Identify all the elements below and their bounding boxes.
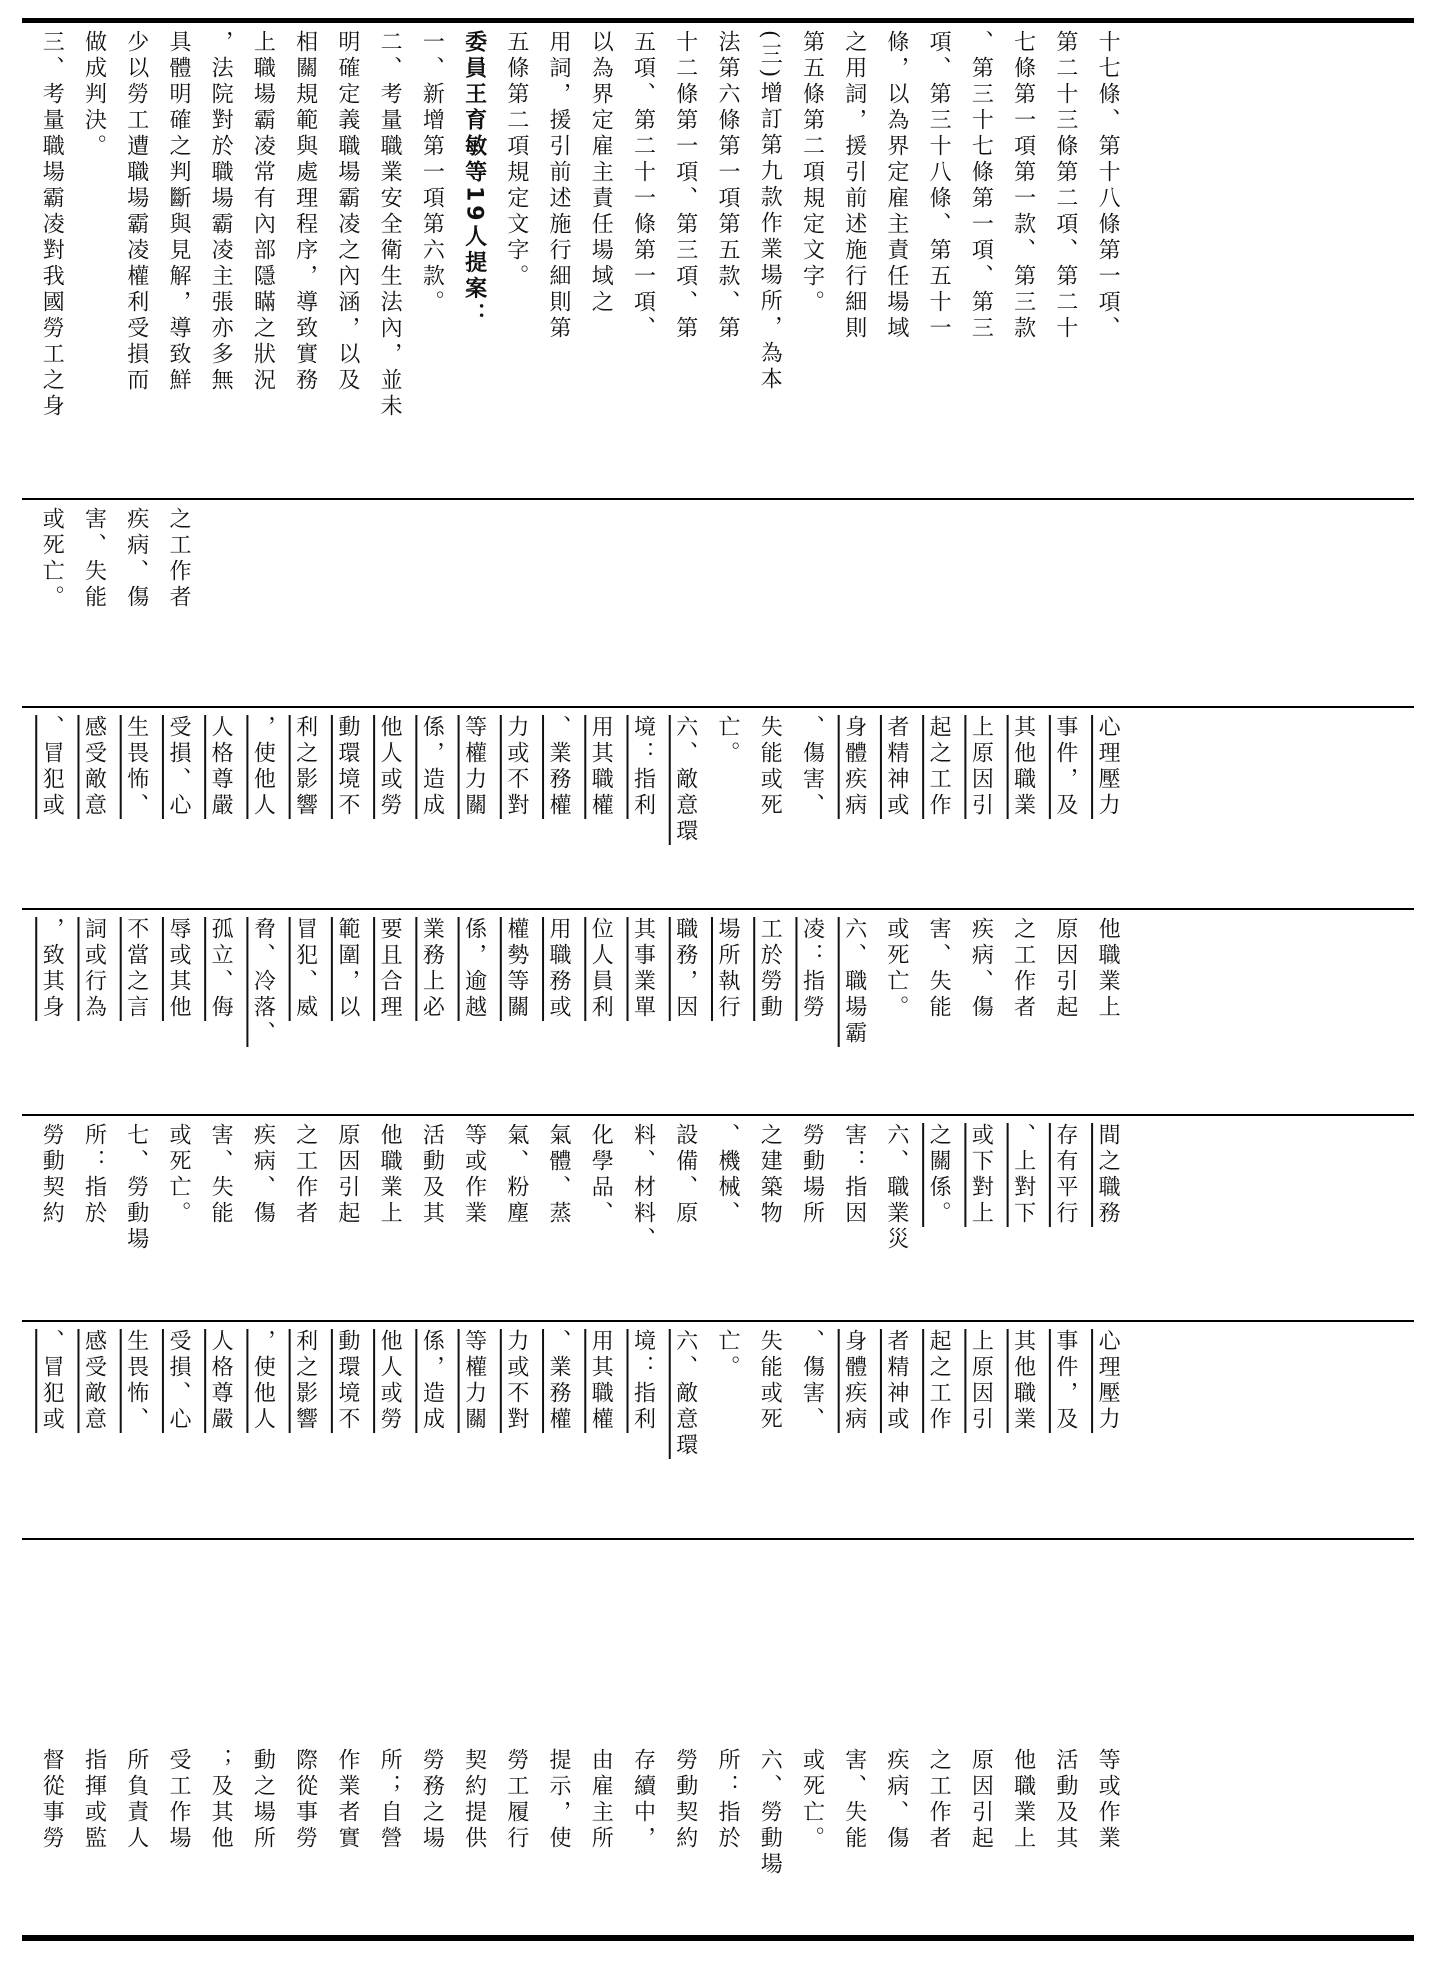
text-column-group	[30, 1123, 1128, 1313]
text-line: 受工作場	[165, 1748, 191, 1852]
text-column-group	[30, 1329, 1128, 1519]
text-line: 業務上必	[419, 917, 445, 1021]
text-line: 他職業上	[1095, 917, 1121, 1021]
text-column-group	[30, 1748, 1128, 1933]
section-divider	[22, 706, 1414, 708]
text-line: 存續中，	[630, 1748, 656, 1852]
text-line: 者精神或	[883, 715, 909, 819]
text-line: 、上對下	[1010, 1123, 1036, 1227]
text-line: 料、材料、	[630, 1123, 656, 1253]
text-line: 六、勞動場	[757, 1748, 783, 1878]
text-line: 、傷害、	[799, 1329, 825, 1433]
text-line: 、第三十七條第一項、第三	[968, 30, 994, 342]
text-line: 由雇主所	[588, 1748, 614, 1852]
text-line: 者精神或	[883, 1329, 909, 1433]
text-line: 存有平行	[1052, 1123, 1078, 1227]
text-line: 力或不對	[503, 715, 529, 819]
text-line: 其事業單	[630, 917, 656, 1021]
text-line: 生畏怖、	[123, 1329, 149, 1433]
text-line: 冒犯、威	[292, 917, 318, 1021]
text-line: 法第六條第一項第五款、第	[714, 30, 740, 342]
text-line: 心理壓力	[1095, 1329, 1121, 1433]
text-line: 氣、粉塵	[503, 1123, 529, 1227]
text-line: 上原因引	[968, 1329, 994, 1433]
text-line: 等權力關	[461, 1329, 487, 1433]
text-line: 所負責人	[123, 1748, 149, 1852]
text-line: 原因引起	[1052, 917, 1078, 1021]
text-line: 氣體、蒸	[546, 1123, 572, 1227]
text-line: 辱或其他	[165, 917, 191, 1021]
text-line: 用詞，援引前述施行細則第	[546, 30, 572, 342]
text-line: 條，以為界定雇主責任場域	[883, 30, 909, 342]
text-line: 化學品、	[588, 1123, 614, 1227]
text-line: 少以勞工遭職場霸凌權利受損而	[123, 30, 149, 394]
text-line: 境：指利	[630, 1329, 656, 1433]
text-line: 活動及其	[419, 1123, 445, 1227]
text-line: 感受敵意	[81, 715, 107, 819]
text-line: 動環境不	[334, 715, 360, 819]
text-line: 係，造成	[419, 715, 445, 819]
text-line: 七、勞動場	[123, 1123, 149, 1253]
text-line: 之用詞，援引前述施行細則	[841, 30, 867, 342]
text-column-group	[30, 917, 1128, 1107]
text-line: 契約提供	[461, 1748, 487, 1852]
section-proposal-occupational-hazard	[30, 1123, 1406, 1313]
text-line: 所：指於	[714, 1748, 740, 1852]
text-line: 之工作者	[1010, 917, 1036, 1021]
section-divider	[22, 908, 1414, 910]
text-line: 所：指於	[81, 1123, 107, 1227]
text-line: 力或不對	[503, 1329, 529, 1433]
section-proposal-hostile-env	[30, 715, 1406, 905]
text-line: 第五條第二項規定文字。	[799, 30, 825, 316]
text-line: 其他職業	[1010, 715, 1036, 819]
text-line: ，使他人	[250, 1329, 276, 1433]
section-divider	[22, 1538, 1414, 1540]
text-line: 權勢等關	[503, 917, 529, 1021]
text-line: 他人或勞	[377, 1329, 403, 1433]
text-line: 之工作者	[165, 507, 191, 611]
text-line: 相關規範與處理程序，導致實務	[292, 30, 318, 394]
text-line: 原因引起	[334, 1123, 360, 1227]
text-line: 詞或行為	[81, 917, 107, 1021]
text-line: 活動及其	[1052, 1748, 1078, 1852]
text-line: 受損、心	[165, 715, 191, 819]
text-line: 凌：指勞	[799, 917, 825, 1021]
text-line: ，使他人	[250, 715, 276, 819]
section-divider	[22, 1114, 1414, 1116]
text-line: 起之工作	[926, 1329, 952, 1433]
text-line: 害、失能	[208, 1123, 234, 1227]
text-line: 起之工作	[926, 715, 952, 819]
text-line: 六、敵意環	[672, 715, 698, 845]
text-line: 或死亡。	[883, 917, 909, 1021]
text-line: 或死亡。	[39, 507, 65, 611]
text-line: 疾病、傷	[123, 507, 149, 611]
text-line: 害、失能	[926, 917, 952, 1021]
text-line: 疾病、傷	[883, 1748, 909, 1852]
section-fragment	[30, 507, 1406, 703]
text-line: 勞動場所	[799, 1123, 825, 1227]
text-line: 七條第一項第一款、第三款	[1010, 30, 1036, 342]
text-line: 十二條第一項、第三項、第	[672, 30, 698, 342]
text-line: 指揮或監	[81, 1748, 107, 1852]
text-line: 境：指利	[630, 715, 656, 819]
text-line: 間之職務	[1095, 1123, 1121, 1227]
text-line: 他人或勞	[377, 715, 403, 819]
text-line: 具體明確之判斷與見解，導致鮮	[165, 30, 191, 394]
section-divider	[22, 498, 1414, 500]
text-column-group	[30, 507, 199, 703]
text-line: 勞動契約	[39, 1123, 65, 1227]
text-line: 作業者實	[334, 1748, 360, 1852]
text-column-group	[30, 30, 1128, 500]
text-line: 、傷害、	[799, 715, 825, 819]
text-line: 亡。	[714, 1329, 740, 1381]
text-line: 等或作業	[461, 1123, 487, 1227]
section-proposal-bullying	[30, 917, 1406, 1107]
text-line: 勞工履行	[503, 1748, 529, 1852]
text-line: 害：指因	[841, 1123, 867, 1227]
text-line: 際從事勞	[292, 1748, 318, 1852]
text-line: ；及其他	[208, 1748, 234, 1852]
bottom-rule	[22, 1935, 1414, 1941]
text-line: 、業務權	[546, 715, 572, 819]
text-line: 三、考量職場霸凌對我國勞工之身	[39, 30, 65, 420]
text-line: 不當之言	[123, 917, 149, 1021]
text-line: 其他職業	[1010, 1329, 1036, 1433]
text-line: 項、第三十八條、第五十一	[926, 30, 952, 342]
text-line: 五項、第二十一條第一項、	[630, 30, 656, 342]
text-line: 人格尊嚴	[208, 1329, 234, 1433]
text-line: 失能或死	[757, 1329, 783, 1433]
text-line: 督從事勞	[39, 1748, 65, 1852]
text-line: 動環境不	[334, 1329, 360, 1433]
text-line: 用其職權	[588, 715, 614, 819]
text-line: 係，造成	[419, 1329, 445, 1433]
text-line: 、冒犯或	[39, 1329, 65, 1433]
text-line: 用職務或	[546, 917, 572, 1021]
text-line: 勞務之場	[419, 1748, 445, 1852]
text-line: 勞動契約	[672, 1748, 698, 1852]
top-rule	[22, 18, 1414, 23]
text-line: 事件，及	[1052, 1329, 1078, 1433]
section-proposal-hostile-env-2	[30, 1329, 1406, 1519]
text-line: 之建築物	[757, 1123, 783, 1227]
text-line: 等權力關	[461, 715, 487, 819]
text-line: 範圍，以	[334, 917, 360, 1021]
text-line: 十七條、第十八條第一項、	[1095, 30, 1121, 342]
text-line: 一、新增第一項第六款。	[419, 30, 445, 316]
text-line: 事件，及	[1052, 715, 1078, 819]
text-line: 場所執行	[714, 917, 740, 1021]
text-line: 感受敵意	[81, 1329, 107, 1433]
text-line: 要且合理	[377, 917, 403, 1021]
text-line: ，法院對於職場霸凌主張亦多無	[208, 30, 234, 394]
text-line: 所；自營	[377, 1748, 403, 1852]
text-line: 或死亡。	[799, 1748, 825, 1852]
text-line: 、冒犯或	[39, 715, 65, 819]
text-line: 利之影響	[292, 1329, 318, 1433]
text-line: 委員王育敏等19人提案：	[461, 30, 487, 329]
text-line: 心理壓力	[1095, 715, 1121, 819]
text-line: 失能或死	[757, 715, 783, 819]
text-line: 身體疾病	[841, 1329, 867, 1433]
text-line: 第二十三條第二項、第二十	[1052, 30, 1078, 342]
text-line: 明確定義職場霸凌之內涵，以及	[334, 30, 360, 394]
text-line: 係，逾越	[461, 917, 487, 1021]
text-line: 、機械、	[714, 1123, 740, 1227]
text-line: 六、敵意環	[672, 1329, 698, 1459]
text-line: 六、職場霸	[841, 917, 867, 1047]
text-line: 動之場所	[250, 1748, 276, 1852]
section-explanation	[30, 30, 1406, 500]
section-divider	[22, 1320, 1414, 1322]
text-line: 設備、原	[672, 1123, 698, 1227]
text-line: 職務，因	[672, 917, 698, 1021]
text-line: 上原因引	[968, 715, 994, 819]
text-line: 提示，使	[546, 1748, 572, 1852]
section-current-law	[30, 1748, 1406, 1933]
text-line: 二、考量職業安全衛生法內，並未	[377, 30, 403, 420]
text-line: 上職場霸凌常有內部隱瞞之狀況	[250, 30, 276, 394]
text-line: 受損、心	[165, 1329, 191, 1433]
text-line: 之工作者	[292, 1123, 318, 1227]
text-line: 脅、冷落、	[250, 917, 276, 1047]
text-line: 疾病、傷	[250, 1123, 276, 1227]
text-line: 人格尊嚴	[208, 715, 234, 819]
text-line: 位人員利	[588, 917, 614, 1021]
text-line: 疾病、傷	[968, 917, 994, 1021]
text-line: 之工作者	[926, 1748, 952, 1852]
text-column-group	[30, 715, 1128, 905]
text-line: 或下對上	[968, 1123, 994, 1227]
text-line: 生畏怖、	[123, 715, 149, 819]
text-line: 六、職業災	[883, 1123, 909, 1253]
text-line: 原因引起	[968, 1748, 994, 1852]
text-line: 身體疾病	[841, 715, 867, 819]
text-line: 做成判決。	[81, 30, 107, 160]
text-line: 用其職權	[588, 1329, 614, 1433]
text-line: 之關係。	[926, 1123, 952, 1227]
text-line: 害、失能	[841, 1748, 867, 1852]
text-line: (三)增訂第九款作業場所，為本	[757, 30, 783, 394]
text-line: 以為界定雇主責任場域之	[588, 30, 614, 316]
text-line: 利之影響	[292, 715, 318, 819]
text-line: 害、失能	[81, 507, 107, 611]
text-line: 孤立、侮	[208, 917, 234, 1021]
text-line: 工於勞動	[757, 917, 783, 1021]
text-line: 他職業上	[377, 1123, 403, 1227]
text-line: 他職業上	[1010, 1748, 1036, 1852]
text-line: 五條第二項規定文字。	[503, 30, 529, 290]
text-line: 或死亡。	[165, 1123, 191, 1227]
text-line: 等或作業	[1095, 1748, 1121, 1852]
text-line: 、業務權	[546, 1329, 572, 1433]
text-line: ，致其身	[39, 917, 65, 1021]
text-line: 亡。	[714, 715, 740, 767]
